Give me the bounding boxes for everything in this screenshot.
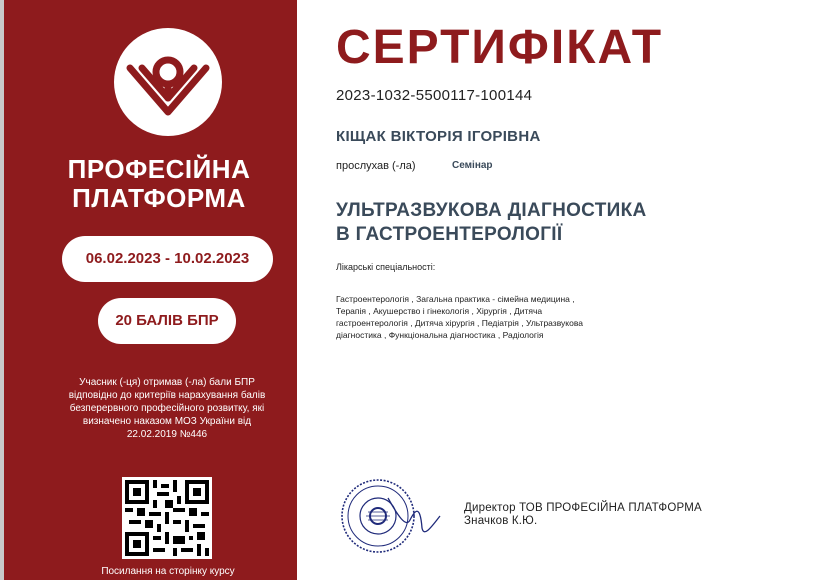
- director-title: Директор ТОВ ПРОФЕСІЙНА ПЛАТФОРМА: [464, 502, 702, 514]
- stamp-seal-icon: [336, 476, 444, 556]
- brand-line-1: ПРОФЕСІЙНА: [67, 154, 251, 184]
- participant-name: КІЩАК ВІКТОРІЯ ІГОРІВНА: [336, 128, 541, 145]
- course-title: [336, 199, 796, 247]
- specialties-line: діагностика , Функціональна діагностика , Радіологія: [336, 330, 544, 340]
- qr-pattern: [125, 480, 209, 556]
- logo-icon: [114, 28, 222, 136]
- note-line: безперервного професійного розвитку, які: [69, 403, 265, 414]
- note-line: відповідно до критеріїв нарахування балів: [68, 390, 266, 401]
- points-badge: 20 БАЛІВ БПР: [98, 298, 236, 344]
- specialties-label: Лікарські спеціальності:: [336, 262, 436, 272]
- director-name: Значков К.Ю.: [464, 515, 538, 527]
- course-line-1: УЛЬТРАЗВУКОВА ДІАГНОСТИКА: [336, 200, 647, 221]
- event-type: Семінар: [452, 160, 493, 171]
- cpd-note: [44, 376, 290, 441]
- note-line: визначено наказом МОЗ України від: [82, 416, 252, 427]
- specialties-line: гастроентерологія , Дитяча хірургія , Педіатрія , Ультразвукова: [336, 318, 583, 328]
- brand-name: [24, 155, 294, 213]
- left-panel: [0, 0, 297, 580]
- specialties-line: Гастроентерологія , Загальна практика - сімейна медицина ,: [336, 294, 575, 304]
- attended-label: прослухав (-ла): [336, 160, 416, 172]
- note-line: 22.02.2019 №446: [126, 429, 208, 440]
- dates-badge: 06.02.2023 - 10.02.2023: [62, 236, 273, 282]
- note-line: Учасник (-ця) отримав (-ла) бали БПР: [79, 377, 255, 388]
- specialties-list: [336, 293, 646, 341]
- course-line-2: В ГАСТРОЕНТЕРОЛОГІЇ: [336, 224, 563, 245]
- qr-code-icon[interactable]: [122, 477, 212, 559]
- qr-caption[interactable]: Посилання на сторінку курсу: [101, 566, 235, 577]
- certificate-title: СЕРТИФІКАТ: [336, 21, 664, 74]
- brand-line-2: ПЛАТФОРМА: [72, 183, 246, 213]
- specialties-line: Терапія , Акушерство і гінекологія , Хірургія , Дитяча: [336, 306, 543, 316]
- certificate-id: 2023-1032-5500117-100144: [336, 87, 533, 104]
- platform-logo-icon: [114, 28, 222, 136]
- director-signature-block: [464, 502, 702, 528]
